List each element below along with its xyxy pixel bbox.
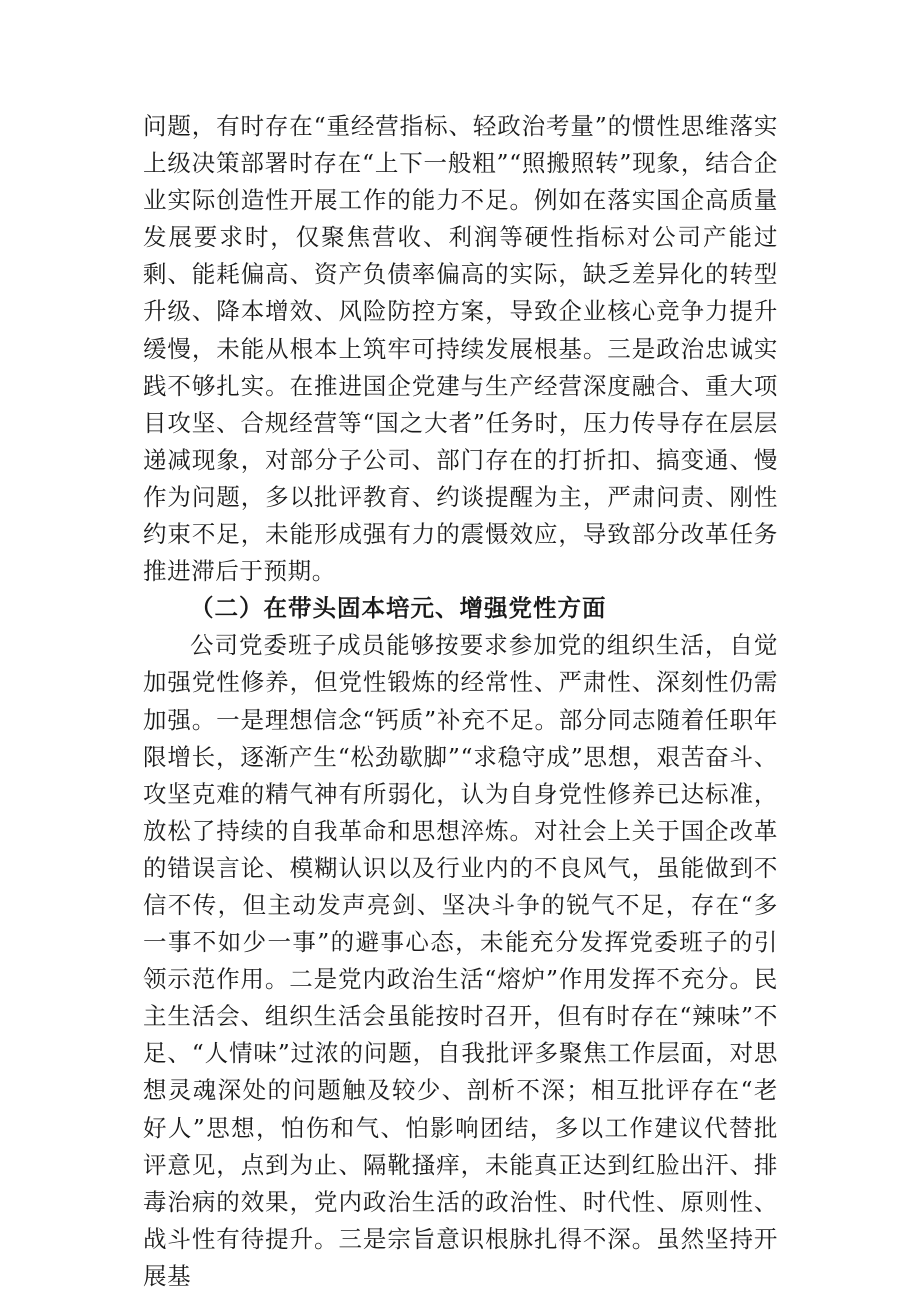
section-heading: （二）在带头固本培元、增强党性方面 (190, 594, 607, 623)
document-body (143, 108, 778, 1295)
paragraph-continued: 问题，有时存在“重经营指标、轻政治考量”的惯性思维落实上级决策部署时存在“上下一般粗”“照搬照转”现象，结合企业实际创造性开展工作的能力不足。例如在落实国企高质量发展要求时，仅聚焦营收、利润等硬性指标对公司产能过剩、能耗偏高、资产负债率偏高的实际，缺乏差异化的转型升级、降本增效、风险防控方案，导致企业核心竞争力提升缓慢，未能从根本上筑牢可持续发展根基。三是政治忠诚实践不够扎实。在推进国企党建与生产经营深度融合、重大项目攻坚、合规经营等“国之大者”任务时，压力传导存在层层递减现象，对部分子公司、部门存在的打折扣、搞变通、慢作为问题，多以批评教育、约谈提醒为主，严肃问责、刚性约束不足，未能形成强有力的震慑效应，导致部分改革任务推进滞后于预期。 (143, 112, 778, 586)
paragraph-section-two: 公司党委班子成员能够按要求参加党的组织生活，自觉加强党性修养，但党性锻炼的经常性、严肃性、深刻性仍需加强。一是理想信念“钙质”补充不足。部分同志随着任职年限增长，逐渐产生“松劲歇脚”“求稳守成”思想，艰苦奋斗、攻坚克难的精气神有所弱化，认为自身党性修养已达标准，放松了持续的自我革命和思想淬炼。对社会上关于国企改革的错误言论、模糊认识以及行业内的不良风气，虽能做到不信不传，但主动发声亮剑、坚决斗争的锐气不足，存在“多一事不如少一事”的避事心态，未能充分发挥党委班子的引领示范作用。二是党内政治生活“熔炉”作用发挥不充分。民主生活会、组织生活会虽能按时召开，但有时存在“辣味”不足、“人情味”过浓的问题，自我批评多聚焦工作层面，对思想灵魂深处的问题触及较少、剖析不深；相互批评存在“老好人”思想，怕伤和气、怕影响团结，多以工作建议代替批评意见，点到为止、隔靴搔痒，未能真正达到红脸出汗、排毒治病的效果，党内政治生活的政治性、时代性、原则性、战斗性有待提升。三是宗旨意识根脉扎得不深。虽然坚持开展基 (143, 631, 778, 1290)
